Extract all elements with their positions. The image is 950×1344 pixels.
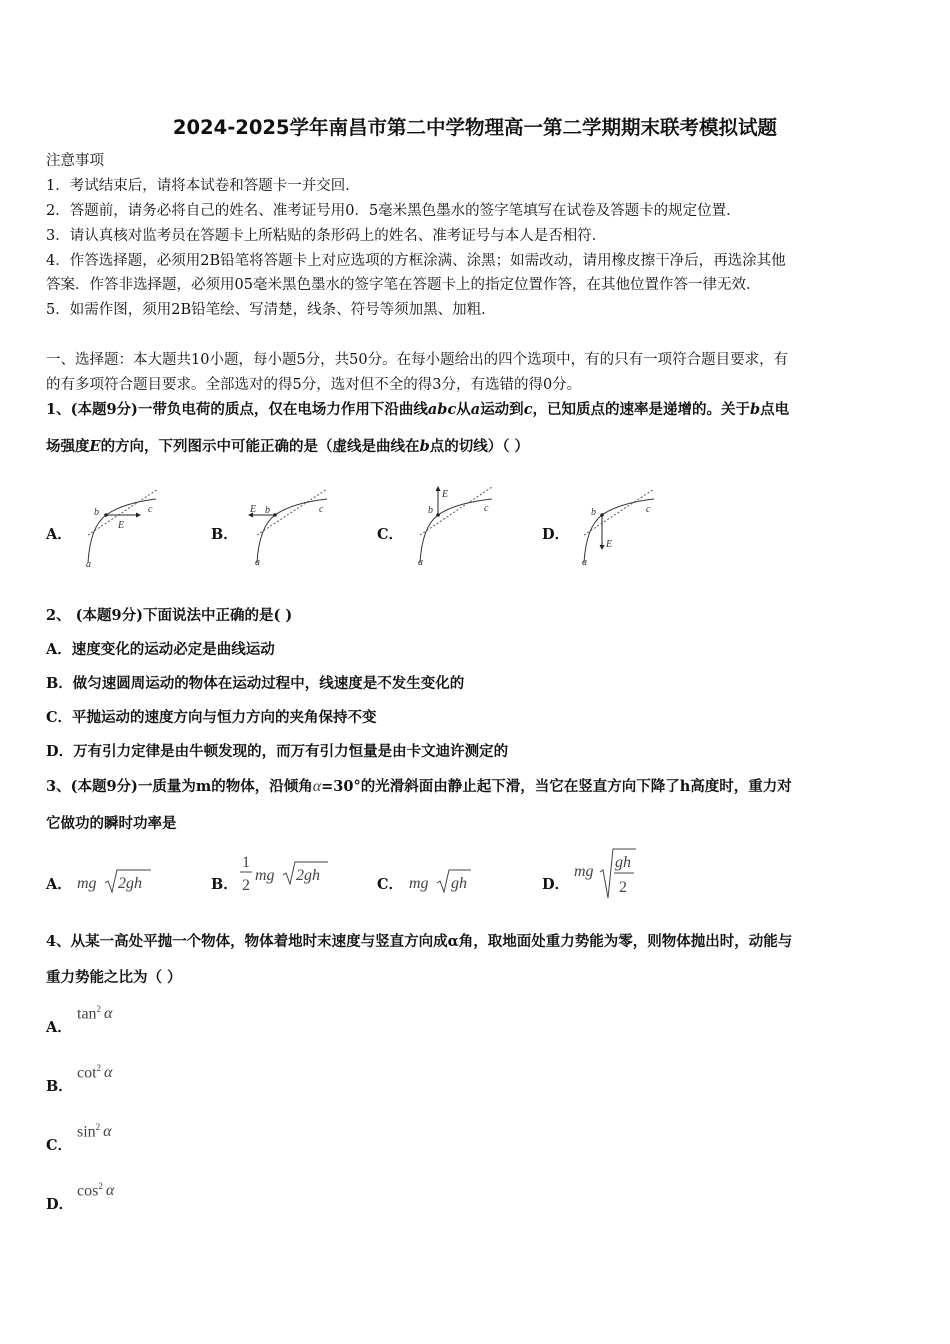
figure-option-c bbox=[408, 483, 503, 570]
svg-text:2: 2 bbox=[242, 877, 250, 894]
option-label-c: C． bbox=[46, 1137, 73, 1154]
notice-item: 3．请认真核对监考员在答题卡上所粘贴的条形码上的姓名、准考证号与本人是否相符． bbox=[46, 228, 607, 244]
question-2-option-d: D．万有引力定律是由牛顿发现的，而万有引力恒量是由卡文迪许测定的 bbox=[46, 743, 509, 760]
fig-label-a: a bbox=[255, 557, 260, 568]
page-title: 2024-2025学年南昌市第二中学物理高一第二学期期末联考模拟试题 bbox=[172, 116, 778, 139]
fig-label-b: b bbox=[265, 505, 270, 516]
option-label-c: C． bbox=[377, 526, 404, 543]
notice-item: 5．如需作图，须用2B铅笔绘、写清楚，线条、符号等须加黑、加粗． bbox=[46, 302, 496, 318]
fig-label-e: E bbox=[118, 520, 125, 531]
fig-label-a: a bbox=[582, 557, 587, 568]
option-label-a: A． bbox=[46, 526, 72, 543]
option-label-a: A． bbox=[46, 1019, 72, 1036]
option-label-d: D． bbox=[542, 876, 570, 893]
formula-option-c bbox=[407, 866, 477, 896]
fig-label-c: c bbox=[319, 504, 324, 515]
option-label-b: B． bbox=[211, 526, 238, 543]
svg-text:mg: mg bbox=[77, 875, 97, 892]
fig-label-b: b bbox=[591, 507, 596, 518]
formula-option-b bbox=[238, 850, 333, 900]
notice-item: 1．考试结束后，请将本试卷和答题卡一并交回． bbox=[46, 178, 360, 194]
question-3-stem: 3、(本题9分)一质量为m的物体，沿倾角α=30°的光滑斜面由静止起下滑，当它在竖直方向下降了h高度时，重力对 bbox=[46, 778, 792, 795]
formula-tan2-alpha: $\tan^2 \alpha$ bbox=[77, 1004, 113, 1023]
option-label-c: C． bbox=[377, 876, 404, 893]
formula-option-d bbox=[572, 846, 642, 902]
svg-text:gh: gh bbox=[615, 854, 631, 871]
question-2-option-c: C．平抛运动的速度方向与恒力方向的夹角保持不变 bbox=[46, 709, 377, 726]
question-2-option-b: B．做匀速圆周运动的物体在运动过程中，线速度是不发生变化的 bbox=[46, 675, 465, 692]
notice-heading: 注意事项 bbox=[46, 153, 104, 169]
figure-option-b bbox=[245, 485, 337, 570]
notice-item: 4．作答选择题，必须用2B铅笔将答题卡上对应选项的方框涂满、涂黑；如需改动，请用橡皮擦干净后，再选涂其他 bbox=[46, 253, 786, 269]
formula-sin2-alpha: $\sin^2 \alpha$ bbox=[77, 1122, 112, 1141]
section-intro: 的有多项符合题目要求。全部选对的得5分，选对但不全的得3分，有选错的得0分。 bbox=[46, 377, 582, 393]
formula-option-a bbox=[75, 866, 155, 896]
question-4-stem-cont: 重力势能之比为（ ） bbox=[46, 969, 182, 986]
option-label-d: D． bbox=[542, 526, 570, 543]
notice-item: 答案．作答非选择题，必须用05毫米黑色墨水的签字笔在答题卡上的指定位置作答，在其他位置作答一律无效． bbox=[46, 277, 761, 293]
svg-text:gh: gh bbox=[451, 875, 467, 892]
fig-label-e: E bbox=[442, 489, 449, 500]
fig-label-b: b bbox=[94, 507, 99, 518]
fig-label-e: E bbox=[606, 539, 613, 550]
question-4-stem: 4、从某一高处平抛一个物体，物体着地时末速度与竖直方向成α角，取地面处重力势能为零，则物体抛出时，动能与 bbox=[46, 933, 793, 950]
option-label-d: D． bbox=[46, 1196, 74, 1213]
question-1-stem: 1、(本题9分)一带负电荷的质点，仅在电场力作用下沿曲线abc从a运动到c，已知质点的速率是递增的。关于b点电 bbox=[46, 401, 790, 418]
question-2-stem: 2、 (本题9分)下面说法中正确的是( ) bbox=[46, 607, 293, 624]
fig-label-a: a bbox=[418, 557, 423, 568]
option-label-b: B． bbox=[46, 1078, 73, 1095]
formula-cos2-alpha: $\cos^2 \alpha$ bbox=[77, 1181, 115, 1200]
fig-label-c: c bbox=[484, 503, 489, 514]
question-2-option-a: A．速度变化的运动必定是曲线运动 bbox=[46, 641, 275, 658]
question-1-stem-cont: 场强度E的方向，下列图示中可能正确的是（虚线是曲线在b点的切线）（ ） bbox=[46, 438, 530, 455]
svg-text:mg: mg bbox=[574, 863, 594, 880]
option-label-b: B． bbox=[211, 876, 238, 893]
svg-text:2: 2 bbox=[619, 879, 627, 896]
fig-label-b: b bbox=[428, 505, 433, 516]
notice-item: 2．答题前，请务必将自己的姓名、准考证号用0．5毫米黑色墨水的签字笔填写在试卷及答题卡的规定位置． bbox=[46, 203, 741, 219]
option-label-a: A． bbox=[46, 876, 72, 893]
svg-text:2gh: 2gh bbox=[118, 875, 142, 892]
svg-text:mg: mg bbox=[255, 867, 275, 884]
question-3-stem-cont: 它做功的瞬时功率是 bbox=[46, 815, 177, 832]
svg-text:2gh: 2gh bbox=[296, 867, 320, 884]
svg-text:mg: mg bbox=[409, 875, 429, 892]
fig-label-e: E bbox=[250, 504, 257, 515]
figure-option-d bbox=[574, 485, 666, 570]
fig-label-c: c bbox=[646, 504, 651, 515]
fig-label-c: c bbox=[148, 504, 153, 515]
fig-label-a: a bbox=[86, 559, 91, 570]
section-intro: 一、选择题：本大题共10小题，每小题5分，共50分。在每小题给出的四个选项中，有的只有一项符合题目要求，有 bbox=[46, 352, 789, 368]
formula-cot2-alpha: $\cot^2 \alpha$ bbox=[77, 1063, 113, 1082]
svg-text:1: 1 bbox=[242, 854, 250, 871]
figure-option-a bbox=[78, 485, 170, 570]
